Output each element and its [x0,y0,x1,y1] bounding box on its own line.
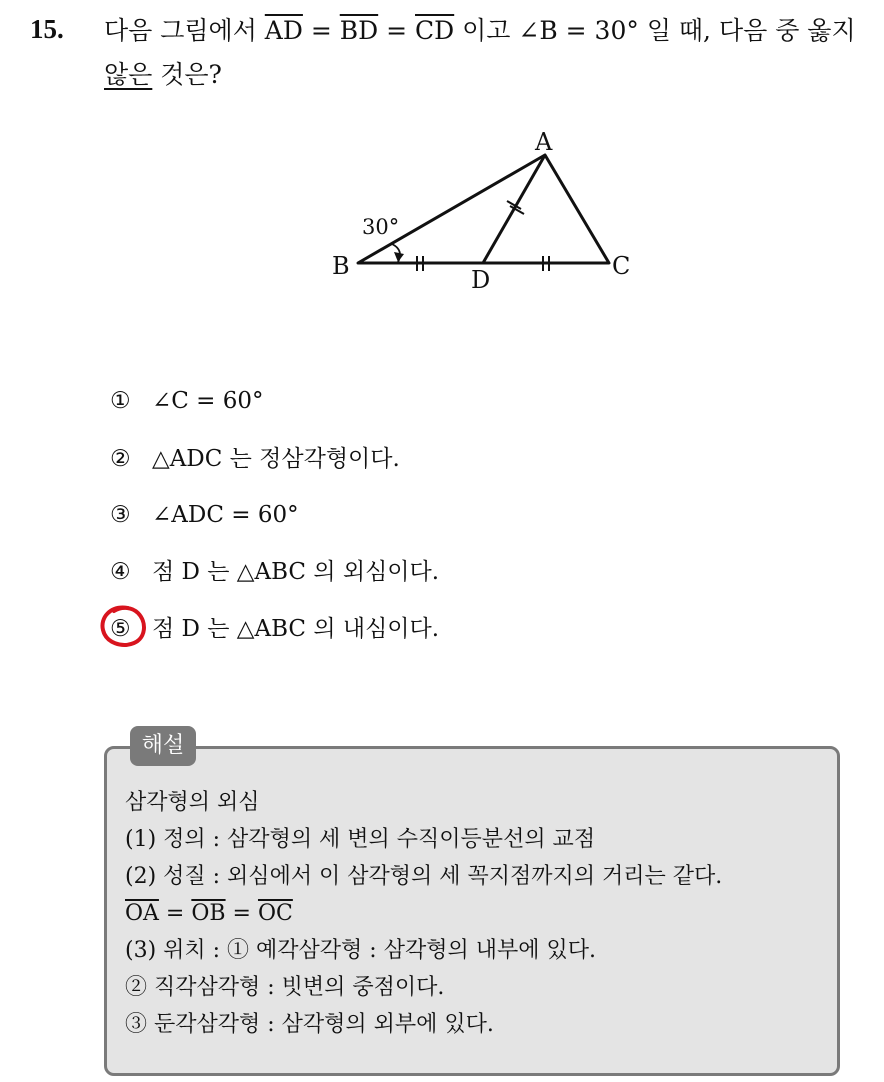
choice-2-number: ② [110,446,131,472]
segment-ob: $\overline{OB}$ [191,901,226,926]
stem-text-3: 것은? [152,60,222,89]
explanation-line-1: 삼각형의 외심 [125,790,260,815]
explanation-content [125,784,835,1043]
choice-3-number: ③ [110,502,131,528]
explanation-line-2: (1) 정의 : 삼각형의 세 변의 수직이등분선의 교점 [125,827,596,852]
explanation-line-6: ③ 둔각삼각형 : 삼각형의 외부에 있다. [125,1012,494,1037]
choice-4[interactable] [110,557,439,587]
stem-eq-1: = [302,16,340,45]
choice-5-text: 점 D 는 △ABC 의 내심이다. [152,616,440,642]
eq-sign-1: = [158,901,192,926]
explanation-tag: 해설 [130,726,196,766]
segment-bd: $\overline{BD}$ [339,16,379,45]
explanation-line-4: (3) 위치 : ① 예각삼각형 : 삼각형의 내부에 있다. [125,938,596,963]
triangle-figure [322,124,642,304]
angle-label: 30° [362,215,400,239]
stem-eq-2: = [378,16,416,45]
choice-3-text: ∠ADC = 60° [152,502,299,528]
explanation-line-5: ② 직각삼각형 : 빗변의 중점이다. [125,975,445,1000]
choice-1-text: ∠C = 60° [152,388,264,414]
stem-line-2 [104,58,874,92]
segment-cd: $\overline{CD}$ [415,16,455,45]
choice-2[interactable] [110,444,400,474]
answer-circle-mark [98,602,150,650]
stem-text-2: 이고 ∠B = 30° 일 때, 다음 중 옳지 [454,16,856,45]
stem-text-1: 다음 그림에서 [104,16,265,45]
explanation-line-3: (2) 성질 : 외심에서 이 삼각형의 세 꼭지점까지의 거리는 같다. [125,864,723,889]
stem-underlined: 않은 [104,60,153,89]
choice-2-text: △ADC 는 정삼각형이다. [152,446,400,472]
choice-4-text: 점 D 는 △ABC 의 외심이다. [152,559,440,585]
label-d: D [471,266,491,294]
choice-1-number: ① [110,388,131,414]
angle-b-arrowhead [394,252,404,262]
segment-oc: $\overline{OC}$ [257,901,293,926]
choice-4-number: ④ [110,559,131,585]
segment-oa: $\overline{OA}$ [125,901,159,926]
explanation-equal-segments [125,895,835,932]
choice-1[interactable] [110,386,264,416]
segment-ad: $\overline{AD}$ [264,16,303,45]
choice-5[interactable] [110,614,439,644]
choice-5-number: ⑤ [110,616,131,642]
question-number: 15. [30,14,64,44]
label-c: C [612,252,631,280]
eq-sign-2: = [225,901,258,926]
choice-3[interactable] [110,500,299,530]
label-a: A [535,128,553,156]
question-stem [104,14,874,92]
label-b: B [332,252,350,280]
